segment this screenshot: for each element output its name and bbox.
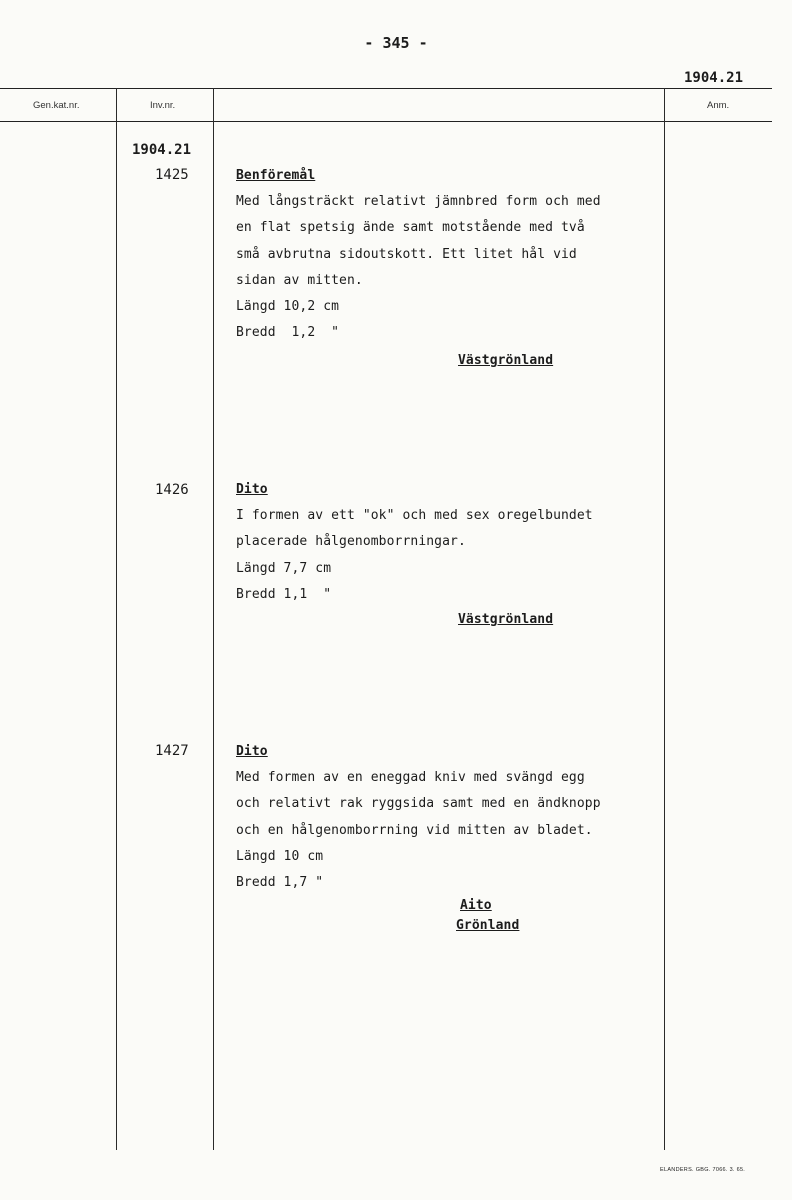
inv-number-1427: 1427 xyxy=(155,743,189,759)
column-divider-inv xyxy=(213,88,214,1150)
length-measure: Längd 10 cm xyxy=(236,848,324,864)
entry-1426 xyxy=(236,477,593,608)
description-line: och en hålgenomborrning vid mitten av bladet. xyxy=(236,822,593,838)
entry-title: Dito xyxy=(236,744,268,759)
column-divider-anm xyxy=(664,88,665,1150)
width-measure: Bredd 1,7 " xyxy=(236,875,324,891)
column-divider-gen-kat xyxy=(116,88,117,1150)
description-line: I formen av ett "ok" och med sex oregelbundet xyxy=(236,508,593,524)
width-measure: Bredd 1,1 " xyxy=(236,586,332,602)
description-line: små avbrutna sidoutskott. Ett litet hål vid xyxy=(236,246,577,262)
length-measure: Längd 7,7 cm xyxy=(236,560,332,576)
location: Västgrönland xyxy=(458,612,554,627)
locality: Aito xyxy=(460,898,492,913)
inv-number-1425: 1425 xyxy=(155,167,189,183)
description-line: sidan av mitten. xyxy=(236,272,363,288)
length-measure: Längd 10,2 cm xyxy=(236,299,340,315)
page-number: - 345 - xyxy=(364,34,428,52)
location: Grönland xyxy=(456,918,520,933)
description-line: placerade hålgenomborrningar. xyxy=(236,534,466,550)
catalog-number: 1904.21 xyxy=(684,70,744,86)
entry-1425 xyxy=(236,163,601,346)
description-line: och relativt rak ryggsida samt med en ändknopp xyxy=(236,796,601,812)
catalog-number-in-column: 1904.21 xyxy=(132,142,192,158)
location: Västgrönland xyxy=(458,353,554,368)
column-header-anm: Anm. xyxy=(707,100,730,111)
printer-imprint: ELANDERS. GBG. 7066. 3. 65. xyxy=(660,1167,746,1173)
column-header-inv: Inv.nr. xyxy=(150,100,176,111)
column-header-gen-kat: Gen.kat.nr. xyxy=(33,100,80,111)
width-measure: Bredd 1,2 " xyxy=(236,325,340,341)
inv-number-1426: 1426 xyxy=(155,482,189,498)
description-line: en flat spetsig ände samt motstående med två xyxy=(236,220,585,236)
entry-title: Dito xyxy=(236,482,268,497)
description-line: Med formen av en eneggad kniv med svängd egg xyxy=(236,770,585,786)
entry-title: Benföremål xyxy=(236,168,316,183)
description-line: Med långsträckt relativt jämnbred form och med xyxy=(236,194,601,210)
entry-1427 xyxy=(236,739,601,896)
